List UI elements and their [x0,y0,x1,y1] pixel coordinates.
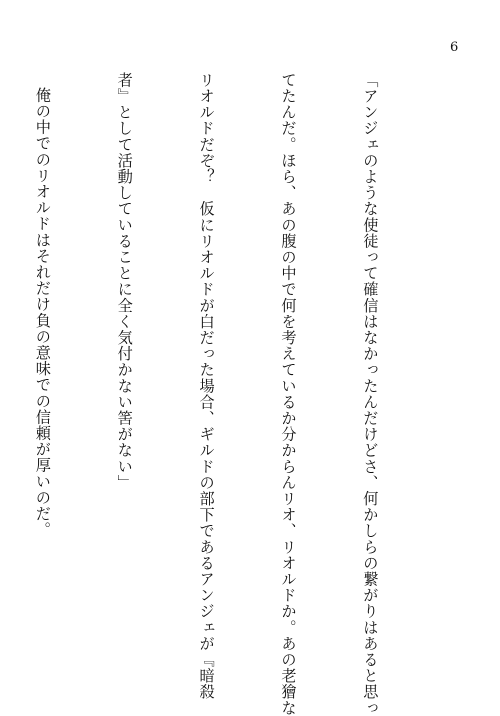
text-line: てたんだ。ほら、あの腹の中で何を考えているか分からんリオ、リオルドか。あの老獪な [279,72,298,716]
page-number: 6 [450,40,459,55]
text-line: 「アンジェのような使徒って確信はなかったんだけどさ、何かしらの繋がりはあると思っ [361,72,380,716]
text-line: 俺の中でのリオルドはそれだけ負の意味での信頼が厚いのだ。 [33,87,52,538]
vertical-text-body [0,72,438,716]
text-line: 者』として活動していることに全く気付かない筈がない」 [115,72,134,491]
text-line: リオルドだぞ？ 仮にリオルドが白だった場合、ギルドの部下であるアンジェが『暗殺 [197,72,216,700]
